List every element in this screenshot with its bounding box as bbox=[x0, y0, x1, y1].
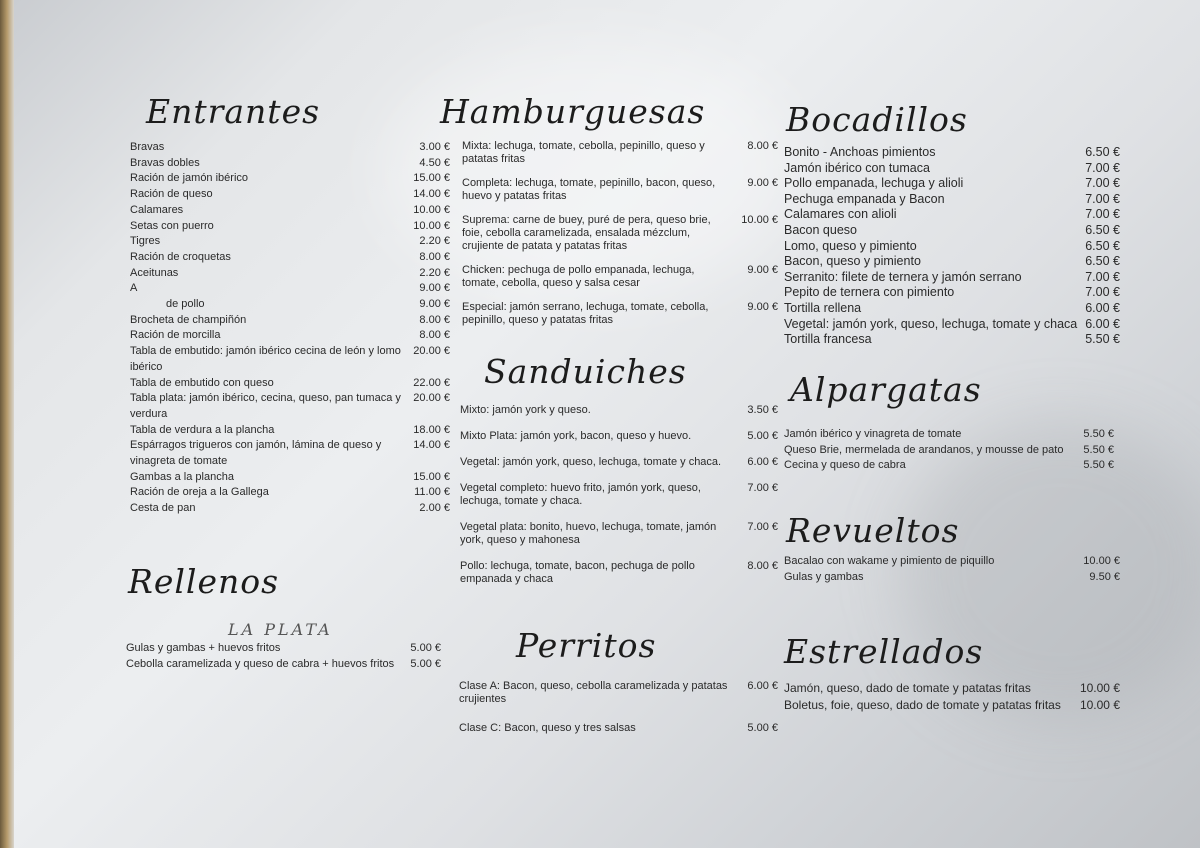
item-name: Ración de jamón ibérico bbox=[130, 172, 249, 185]
item-price: 14.00 € bbox=[413, 439, 450, 452]
item-price: 7.00 € bbox=[1085, 269, 1120, 284]
item-price: 8.00 € bbox=[747, 560, 778, 572]
menu-item bbox=[130, 501, 450, 517]
item-name: Lomo, queso y pimiento bbox=[784, 238, 917, 253]
item-name: Gambas a la plancha bbox=[130, 470, 234, 483]
menu-item bbox=[460, 560, 778, 586]
item-name: Especial: jamón serrano, lechuga, tomate, cebolla, pepinillo, queso y patatas fritas bbox=[462, 301, 709, 326]
item-price: 6.50 € bbox=[1085, 254, 1120, 269]
section-subtitle-la-plata: LA PLATA bbox=[228, 620, 333, 639]
section-title-alpargatas: Alpargatas bbox=[790, 370, 982, 409]
item-price: 5.50 € bbox=[1083, 443, 1114, 456]
menu-item bbox=[462, 214, 778, 253]
menu-item bbox=[784, 443, 1114, 459]
item-name: Vegetal plata: bonito, huevo, lechuga, tomate, jamón york, queso y mahonesa bbox=[460, 521, 717, 546]
menu-item bbox=[130, 423, 450, 439]
item-name: Pollo: lechuga, tomate, bacon, pechuga de pollo empanada y chaca bbox=[460, 560, 695, 585]
item-price: 7.00 € bbox=[1085, 207, 1120, 222]
item-name: Bonito - Anchoas pimientos bbox=[784, 145, 936, 159]
item-price: 5.00 € bbox=[747, 430, 778, 442]
item-name: Vegetal: jamón york, queso, lechuga, tomate y chaca. bbox=[460, 456, 722, 468]
section-title-bocadillos: Bocadillos bbox=[786, 100, 968, 139]
item-name: Bacon queso bbox=[784, 222, 857, 237]
menu-item bbox=[460, 482, 778, 508]
item-price: 15.00 € bbox=[413, 470, 450, 483]
menu-item bbox=[784, 192, 1120, 208]
menu-item bbox=[784, 223, 1120, 239]
item-name: Jamón ibérico con tumaca bbox=[784, 160, 930, 175]
menu-item bbox=[130, 266, 450, 282]
item-name: Vegetal completo: huevo frito, jamón york, queso, lechuga, tomate y chaca. bbox=[460, 482, 701, 507]
item-price: 2.00 € bbox=[419, 502, 450, 515]
section-title-estrellados: Estrellados bbox=[784, 632, 984, 671]
menu-item bbox=[126, 657, 441, 673]
item-price: 2.20 € bbox=[419, 266, 450, 279]
menu-item bbox=[459, 722, 778, 735]
paper-edge bbox=[0, 0, 14, 848]
section-title-sanduiches: Sanduiches bbox=[484, 352, 687, 391]
item-name: Tabla de embutido con queso bbox=[130, 376, 274, 389]
item-name: Boletus, foie, queso, dado de tomate y patatas fritas bbox=[784, 698, 1061, 712]
menu-item bbox=[130, 391, 450, 422]
menu-item bbox=[462, 301, 778, 327]
menu-item bbox=[784, 207, 1120, 223]
menu-item bbox=[784, 680, 1120, 697]
menu-item bbox=[130, 297, 450, 313]
item-name: Calamares bbox=[130, 203, 184, 216]
item-name: Calamares con alioli bbox=[784, 207, 897, 222]
item-price: 3.00 € bbox=[419, 141, 450, 153]
menu-item bbox=[130, 438, 450, 469]
menu-item bbox=[784, 254, 1120, 270]
item-price: 3.50 € bbox=[747, 404, 778, 416]
item-price: 10.00 € bbox=[413, 203, 450, 216]
item-price: 9.00 € bbox=[747, 177, 778, 189]
item-name: Tigres bbox=[130, 235, 161, 248]
item-name: Cesta de pan bbox=[130, 502, 196, 515]
item-price: 8.00 € bbox=[419, 329, 450, 342]
menu-item bbox=[784, 427, 1114, 443]
item-price: 5.50 € bbox=[1083, 459, 1114, 472]
item-price: 5.50 € bbox=[1083, 428, 1114, 440]
menu-item bbox=[130, 328, 450, 344]
item-price: 9.00 € bbox=[419, 282, 450, 295]
item-name: Tabla de verdura a la plancha bbox=[130, 423, 275, 436]
item-name: Ración de croquetas bbox=[130, 250, 231, 263]
section-title-perritos: Perritos bbox=[516, 626, 657, 665]
menu-item bbox=[784, 176, 1120, 192]
item-price: 22.00 € bbox=[413, 376, 450, 389]
item-price: 7.00 € bbox=[1085, 285, 1120, 300]
menu-item bbox=[130, 187, 450, 203]
item-name: Pollo empanada, lechuga y alioli bbox=[784, 176, 964, 191]
menu-item bbox=[459, 680, 778, 706]
item-name: Setas con puerro bbox=[130, 219, 214, 232]
rellenos-list bbox=[126, 641, 441, 672]
menu-item bbox=[130, 203, 450, 219]
item-name: A bbox=[130, 282, 138, 295]
item-price: 5.00 € bbox=[410, 642, 441, 654]
item-name: Pechuga empanada y Bacon bbox=[784, 191, 945, 206]
bocadillos-list bbox=[784, 145, 1120, 348]
item-price: 9.50 € bbox=[1089, 570, 1120, 583]
menu-item bbox=[130, 313, 450, 329]
item-price: 20.00 € bbox=[413, 392, 450, 405]
item-name: Suprema: carne de buey, puré de pera, queso brie, foie, cebolla caramelizada, ensalada mézclum, crujiente de patata y patatas fritas bbox=[462, 214, 711, 252]
item-name: Cebolla caramelizada y queso de cabra + huevos fritos bbox=[126, 657, 395, 670]
item-name: Bacon, queso y pimiento bbox=[784, 254, 921, 269]
item-price: 5.50 € bbox=[1085, 332, 1120, 347]
menu-item bbox=[460, 456, 778, 469]
menu-item bbox=[784, 270, 1120, 286]
item-price: 8.00 € bbox=[419, 313, 450, 326]
item-name: de pollo bbox=[166, 298, 205, 311]
item-name: Espárragos trigueros con jamón, lámina de queso y vinagreta de tomate bbox=[130, 439, 382, 468]
item-price: 10.00 € bbox=[1083, 555, 1120, 567]
hamburguesas-list bbox=[462, 140, 778, 327]
item-price: 6.50 € bbox=[1085, 145, 1120, 159]
menu-item bbox=[130, 234, 450, 250]
item-name: Chicken: pechuga de pollo empanada, lechuga, tomate, cebolla, queso y salsa cesar bbox=[462, 264, 695, 289]
section-title-rellenos: Rellenos bbox=[128, 562, 280, 601]
item-name: Bravas dobles bbox=[130, 156, 200, 169]
item-name: Clase C: Bacon, queso y tres salsas bbox=[459, 722, 636, 734]
revueltos-list bbox=[784, 554, 1120, 585]
item-name: Cecina y queso de cabra bbox=[784, 459, 906, 472]
item-name: Tabla de embutido: jamón ibérico cecina de león y lomo ibérico bbox=[130, 345, 401, 373]
section-title-hamburguesas: Hamburguesas bbox=[440, 92, 706, 131]
item-price: 10.00 € bbox=[1079, 681, 1120, 695]
item-price: 18.00 € bbox=[413, 423, 450, 436]
menu-item bbox=[784, 332, 1120, 348]
menu-item bbox=[462, 177, 778, 203]
item-price: 5.00 € bbox=[747, 722, 778, 734]
estrellados-list bbox=[784, 680, 1120, 714]
item-price: 6.50 € bbox=[1085, 222, 1120, 237]
menu-item bbox=[130, 470, 450, 486]
item-price: 11.00 € bbox=[414, 486, 450, 499]
item-name: Gulas y gambas bbox=[784, 570, 864, 583]
menu-item bbox=[784, 458, 1114, 474]
menu-item bbox=[460, 404, 778, 417]
item-name: Mixto: jamón york y queso. bbox=[460, 404, 591, 416]
item-price: 10.00 € bbox=[1079, 698, 1120, 712]
item-name: Brocheta de champiñón bbox=[130, 313, 247, 326]
item-name: Jamón, queso, dado de tomate y patatas fritas bbox=[784, 681, 1031, 695]
item-price: 6.00 € bbox=[747, 456, 778, 468]
item-name: Bacalao con wakame y pimiento de piquillo bbox=[784, 555, 995, 567]
menu-item bbox=[462, 140, 778, 166]
item-name: Aceitunas bbox=[130, 266, 179, 279]
item-price: 6.50 € bbox=[1085, 238, 1120, 253]
alpargatas-list bbox=[784, 427, 1114, 474]
item-price: 5.00 € bbox=[410, 657, 441, 670]
item-name: Serranito: filete de ternera y jamón serrano bbox=[784, 269, 1022, 284]
item-price: 8.00 € bbox=[419, 250, 450, 263]
menu-item bbox=[130, 376, 450, 392]
item-name: Ración de queso bbox=[130, 188, 213, 201]
item-name: Tortilla francesa bbox=[784, 332, 872, 347]
item-name: Tabla plata: jamón ibérico, cecina, queso, pan tumaca y verdura bbox=[130, 392, 401, 420]
item-price: 7.00 € bbox=[747, 482, 778, 494]
menu-item bbox=[130, 156, 450, 172]
item-name: Ración de morcilla bbox=[130, 329, 221, 342]
section-title-revueltos: Revueltos bbox=[786, 511, 960, 550]
item-price: 14.00 € bbox=[413, 188, 450, 201]
item-name: Queso Brie, mermelada de arandanos, y mousse de pato bbox=[784, 443, 1064, 456]
menu-item bbox=[130, 281, 450, 297]
item-name: Mixto Plata: jamón york, bacon, queso y huevo. bbox=[460, 430, 692, 442]
item-name: Jamón ibérico y vinagreta de tomate bbox=[784, 428, 962, 440]
menu-item bbox=[784, 554, 1120, 570]
menu-item bbox=[130, 219, 450, 235]
menu-item bbox=[460, 430, 778, 443]
item-price: 9.00 € bbox=[747, 301, 778, 313]
item-name: Completa: lechuga, tomate, pepinillo, bacon, queso, huevo y patatas fritas bbox=[462, 177, 716, 202]
menu-item bbox=[784, 317, 1120, 333]
item-price: 7.00 € bbox=[747, 521, 778, 533]
item-price: 7.00 € bbox=[1085, 191, 1120, 206]
menu-item bbox=[784, 301, 1120, 317]
item-price: 7.00 € bbox=[1085, 176, 1120, 191]
menu-item bbox=[784, 285, 1120, 301]
item-price: 7.00 € bbox=[1085, 160, 1120, 175]
item-name: Clase A: Bacon, queso, cebolla caramelizada y patatas crujientes bbox=[459, 680, 728, 705]
item-name: Vegetal: jamón york, queso, lechuga, tomate y chaca bbox=[784, 316, 1078, 331]
menu-item bbox=[130, 250, 450, 266]
item-name: Gulas y gambas + huevos fritos bbox=[126, 642, 281, 654]
menu-item bbox=[130, 344, 450, 375]
item-price: 10.00 € bbox=[741, 214, 778, 226]
item-price: 4.50 € bbox=[419, 156, 450, 169]
menu-item bbox=[784, 145, 1120, 161]
item-price: 6.00 € bbox=[1085, 316, 1120, 331]
menu-item bbox=[130, 171, 450, 187]
item-price: 2.20 € bbox=[419, 235, 450, 248]
perritos-list bbox=[459, 680, 778, 735]
menu-item bbox=[784, 239, 1120, 255]
menu-item bbox=[130, 485, 450, 501]
menu-item bbox=[784, 161, 1120, 177]
menu-item bbox=[126, 641, 441, 657]
item-price: 20.00 € bbox=[413, 345, 450, 358]
item-price: 6.00 € bbox=[1085, 300, 1120, 315]
item-price: 9.00 € bbox=[419, 298, 450, 311]
item-price: 10.00 € bbox=[413, 219, 450, 232]
menu-item bbox=[784, 697, 1120, 714]
menu-item bbox=[784, 570, 1120, 586]
menu-item bbox=[460, 521, 778, 547]
entrantes-list bbox=[130, 140, 450, 517]
item-price: 9.00 € bbox=[747, 264, 778, 276]
menu-item bbox=[130, 140, 450, 156]
item-name: Pepito de ternera con pimiento bbox=[784, 285, 955, 300]
item-name: Tortilla rellena bbox=[784, 300, 862, 315]
menu-item bbox=[462, 264, 778, 290]
item-price: 15.00 € bbox=[413, 172, 450, 185]
item-price: 6.00 € bbox=[747, 680, 778, 692]
item-name: Ración de oreja a la Gallega bbox=[130, 486, 269, 499]
section-title-entrantes: Entrantes bbox=[146, 92, 321, 131]
item-name: Bravas bbox=[130, 141, 165, 153]
sanduiches-list bbox=[460, 404, 778, 586]
item-name: Mixta: lechuga, tomate, cebolla, pepinillo, queso y patatas fritas bbox=[462, 140, 705, 165]
item-price: 8.00 € bbox=[747, 140, 778, 152]
